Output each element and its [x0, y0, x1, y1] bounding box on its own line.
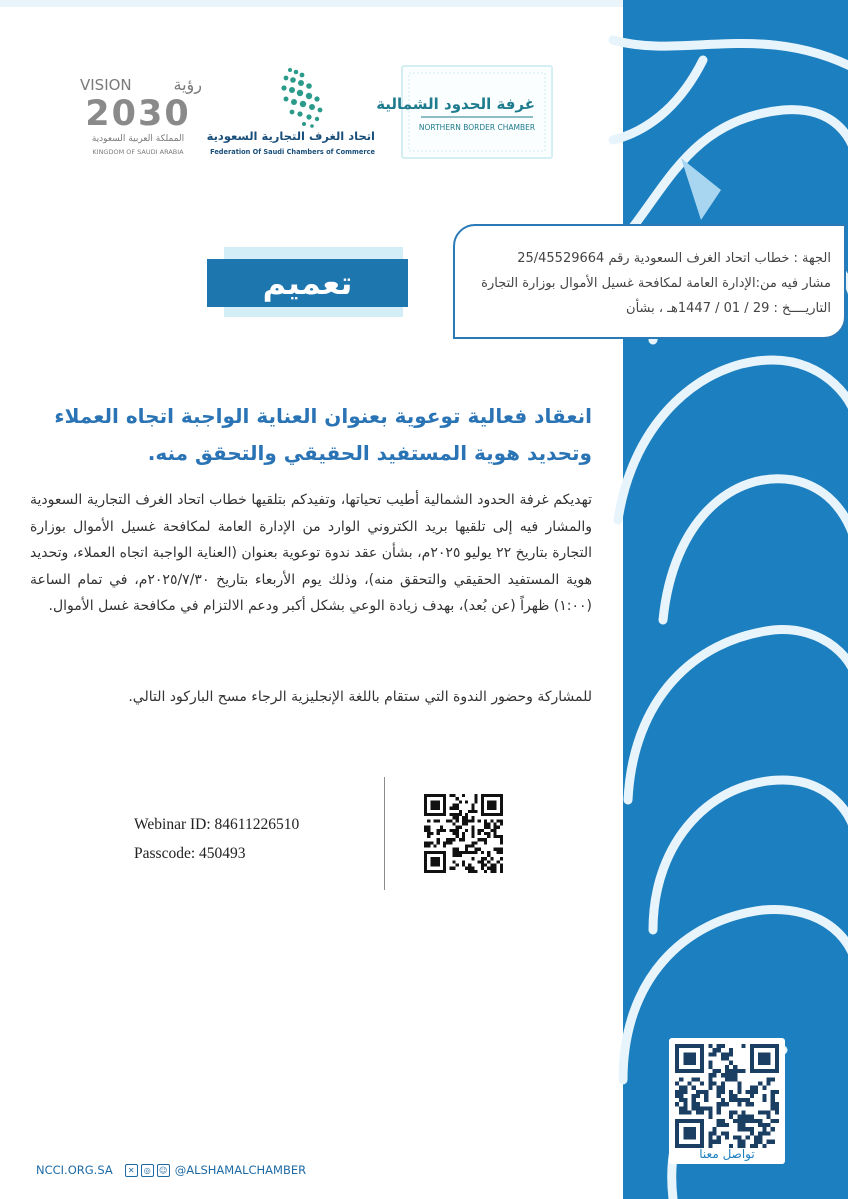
social-icons — [125, 1162, 173, 1177]
participation-note: للمشاركة وحضور الندوة التي ستقام باللغة الإنجليزية الرجاء مسح الباركود التالي. — [128, 689, 592, 705]
webinar-passcode: Passcode: 450493 — [134, 845, 246, 862]
social-handle[interactable]: @ALSHAMALCHAMBER — [174, 1162, 307, 1177]
contact-caption: تواصل معنا — [699, 1147, 755, 1161]
date-line: التاريــــخ : 29 / 01 / 1447هـ ، بشأن — [626, 301, 831, 316]
vision-year-text: 2030 — [85, 94, 191, 134]
federation-en-text: Federation Of Saudi Chambers of Commerce — [210, 148, 375, 156]
vision-ar-text: رؤية — [173, 75, 202, 94]
webinar-qr-code[interactable] — [424, 794, 503, 873]
body-paragraph: تهديكم غرفة الحدود الشمالية أطيب تحياتها، وتفيدكم بتلقيها خطاب اتحاد الغرف التجارية السعودية والمشار فيه إلى تلقيها بريد الكتروني الوارد من الإدارة العامة لمكافحة غسيل الأموال بوزارة التجارة بتاريخ ٢٢ يوليو ٢٠٢٥م، بشأن عقد ندوة توعوية بعنوان (العناية الواجبة اتجاه العملاء، وتحديد هوية المستفيد الحقيقي والتحقق منه)، وذلك يوم الأربعاء بتاريخ ٢٠٢٥/٧/٣٠م، في تمام الساعة (١:٠٠) ظهراً (عن بُعد)، بهدف زيادة الوعي بشكل أكبر ودعم الالتزام في مكافحة غسل الأموال. — [30, 492, 593, 614]
webinar-details — [134, 810, 299, 868]
snapchat-icon[interactable]: ☺ — [157, 1164, 170, 1177]
vision-country-ar-text: المملكة العربية السعودية — [91, 134, 185, 144]
northern-border-chamber-logo — [376, 65, 553, 159]
x-icon[interactable]: ✕ — [125, 1164, 138, 1177]
headline: انعقاد فعالية توعوية بعنوان العناية الواجبة اتجاه العملاء وتحديد هوية المستفيد الحقيقي والتحقق منه. — [54, 404, 592, 465]
vision-country-en-text: KINGDOM OF SAUDI ARABIA — [92, 148, 184, 156]
federation-logo — [206, 62, 380, 162]
vertical-divider — [384, 777, 385, 890]
chamber-en-text: NORTHERN BORDER CHAMBER — [418, 123, 536, 132]
webinar-id: Webinar ID: 84611226510 — [134, 816, 300, 833]
qr-modules — [675, 1044, 779, 1148]
decorative-band — [623, 0, 848, 1199]
contact-qr-code[interactable] — [675, 1044, 779, 1148]
reference-info-box — [453, 224, 846, 339]
contact-qr-card[interactable] — [669, 1038, 785, 1164]
reference-line: الجهة : خطاب اتحاد الغرف السعودية رقم 25/45529664 — [517, 251, 831, 266]
vision-en-text: VISION — [80, 76, 132, 94]
source-line: مشار فيه من:الإدارة العامة لمكافحة غسيل الأموال بوزارة التجارة — [481, 276, 831, 291]
federation-ar-text: اتحاد الغرف التجارية السعودية — [206, 129, 375, 143]
qr-modules — [424, 794, 503, 873]
website-link[interactable]: NCCI.ORG.SA — [36, 1162, 113, 1177]
title-badge: تعميم — [207, 259, 408, 307]
chamber-ar-text: غرفة الحدود الشمالية — [376, 95, 535, 113]
footer — [36, 1162, 306, 1177]
contour-lines — [623, 0, 848, 1199]
instagram-icon[interactable]: ◎ — [141, 1164, 154, 1177]
vision-2030-logo — [72, 70, 207, 160]
